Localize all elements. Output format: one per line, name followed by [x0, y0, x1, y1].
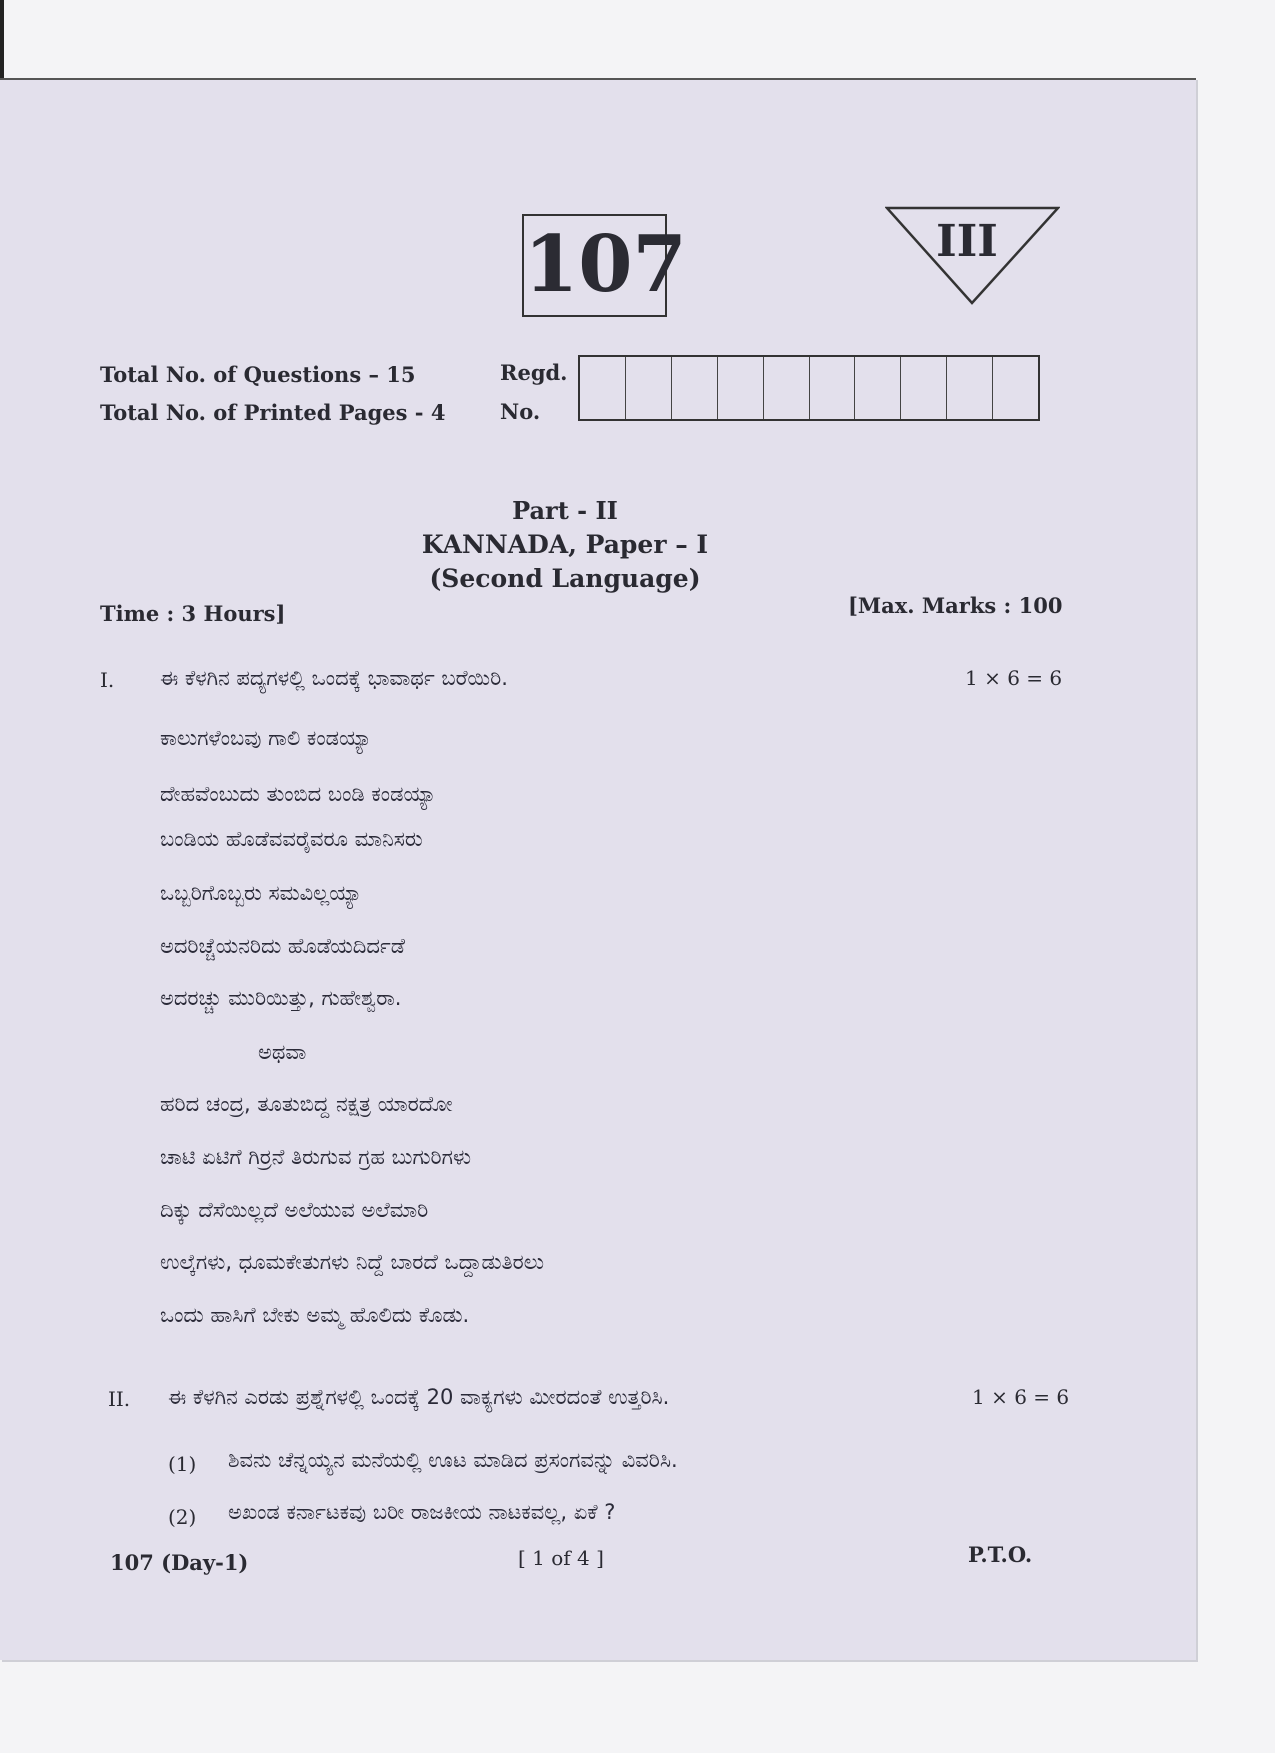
regd-cell — [947, 357, 993, 419]
poem-line: ಅದರಚ್ಚು ಮುರಿಯಿತ್ತು, ಗುಹೇಶ್ವರಾ. — [160, 986, 402, 1010]
regd-label: Regd. — [500, 360, 568, 385]
subject-title: KANNADA, Paper – I — [421, 530, 709, 559]
paper-code-box: 107 — [522, 214, 667, 317]
footer-code: 107 (Day-1) — [110, 1550, 249, 1575]
pto-label: P.T.O. — [968, 1542, 1033, 1567]
question-instruction: ಈ ಕೆಳಗಿನ ಪದ್ಯಗಳಲ್ಲಿ ಒಂದಕ್ಕೆ ಭಾವಾರ್ಥ ಬರೆಯಿರಿ. — [160, 666, 508, 690]
poem-line: ಬಂಡಿಯ ಹೊಡೆವವರೈವರೂ ಮಾನಿಸರು — [160, 827, 423, 851]
max-marks: [Max. Marks : 100 — [848, 593, 1063, 618]
question-number: I. — [100, 668, 115, 692]
regd-number-grid — [578, 355, 1040, 421]
page-number: [ 1 of 4 ] — [518, 1546, 604, 1570]
regd-cell — [855, 357, 901, 419]
poem-line: ಹರಿದ ಚಂದ್ರ, ತೂತುಬಿದ್ದ ನಕ್ಷತ್ರ ಯಾರದೋ — [160, 1092, 453, 1116]
regd-cell — [718, 357, 764, 419]
poem-line: ದಿಕ್ಕು ದೆಸೆಯಿಲ್ಲದೆ ಅಲೆಯುವ ಅಲೆಮಾರಿ — [160, 1198, 429, 1222]
total-pages: Total No. of Printed Pages - 4 — [100, 400, 446, 425]
question-marks: 1 × 6 = 6 — [972, 1385, 1070, 1409]
poem-line: ಅದರಿಚ್ಚೆಯನರಿದು ಹೊಡೆಯದಿರ್ದಡೆ — [160, 934, 405, 958]
poem-line: ಕಾಲುಗಳೆಂಬವು ಗಾಲಿ ಕಂಡಯ್ಯಾ — [160, 726, 372, 750]
sub-question-label: (2) — [168, 1505, 197, 1529]
regd-cell — [901, 357, 947, 419]
language-title: (Second Language) — [429, 564, 701, 593]
regd-cell — [764, 357, 810, 419]
scan-edge — [0, 0, 4, 80]
regd-cell — [580, 357, 626, 419]
set-label: III — [936, 216, 998, 267]
sub-question-label: (1) — [168, 1452, 197, 1476]
no-label: No. — [500, 399, 541, 424]
poem-line: ಚಾಟಿ ಏಟಿಗೆ ಗಿರ್ರನೆ ತಿರುಗುವ ಗ್ರಹ ಬುಗುರಿಗಳು — [160, 1145, 472, 1169]
question-instruction: ಈ ಕೆಳಗಿನ ಎರಡು ಪ್ರಶ್ನೆಗಳಲ್ಲಿ ಒಂದಕ್ಕೆ 20 ವಾಕ್ಯಗಳು ಮೀರದಂತೆ ಉತ್ತರಿಸಿ. — [168, 1385, 670, 1409]
regd-cell — [672, 357, 718, 419]
regd-cell — [626, 357, 672, 419]
poem-line: ಒಬ್ಬರಿಗೊಬ್ಬರು ಸಮವಿಲ್ಲಯ್ಯಾ — [160, 881, 363, 905]
question-number: II. — [108, 1387, 131, 1411]
poem-line: ಉಲ್ಕೆಗಳು, ಧೂಮಕೇತುಗಳು ನಿದ್ದೆ ಬಾರದೆ ಒದ್ದಾಡುತಿರಲು — [160, 1250, 545, 1274]
poem-line: ಒಂದು ಹಾಸಿಗೆ ಬೇಕು ಅಮ್ಮ ಹೊಲಿದು ಕೊಡು. — [160, 1303, 470, 1327]
sub-question-text: ಶಿವನು ಚೆನ್ನಯ್ಯನ ಮನೆಯಲ್ಲಿ ಊಟ ಮಾಡಿದ ಪ್ರಸಂಗವನ್ನು ವಿವರಿಸಿ. — [228, 1448, 678, 1472]
set-triangle — [885, 206, 1060, 306]
regd-cell — [993, 357, 1038, 419]
part-title: Part - II — [512, 496, 618, 525]
time-allowed: Time : 3 Hours] — [100, 601, 286, 626]
question-marks: 1 × 6 = 6 — [965, 666, 1063, 690]
regd-cell — [810, 357, 856, 419]
or-separator: ಅಥವಾ — [258, 1040, 307, 1064]
total-questions: Total No. of Questions – 15 — [100, 362, 416, 387]
poem-line: ದೇಹವೆಂಬುದು ತುಂಬಿದ ಬಂಡಿ ಕಂಡಯ್ಯಾ — [160, 782, 437, 806]
sub-question-text: ಅಖಂಡ ಕರ್ನಾಟಕವು ಬರೀ ರಾಜಕೀಯ ನಾಟಕವಲ್ಲ, ಏಕೆ ? — [228, 1500, 616, 1524]
